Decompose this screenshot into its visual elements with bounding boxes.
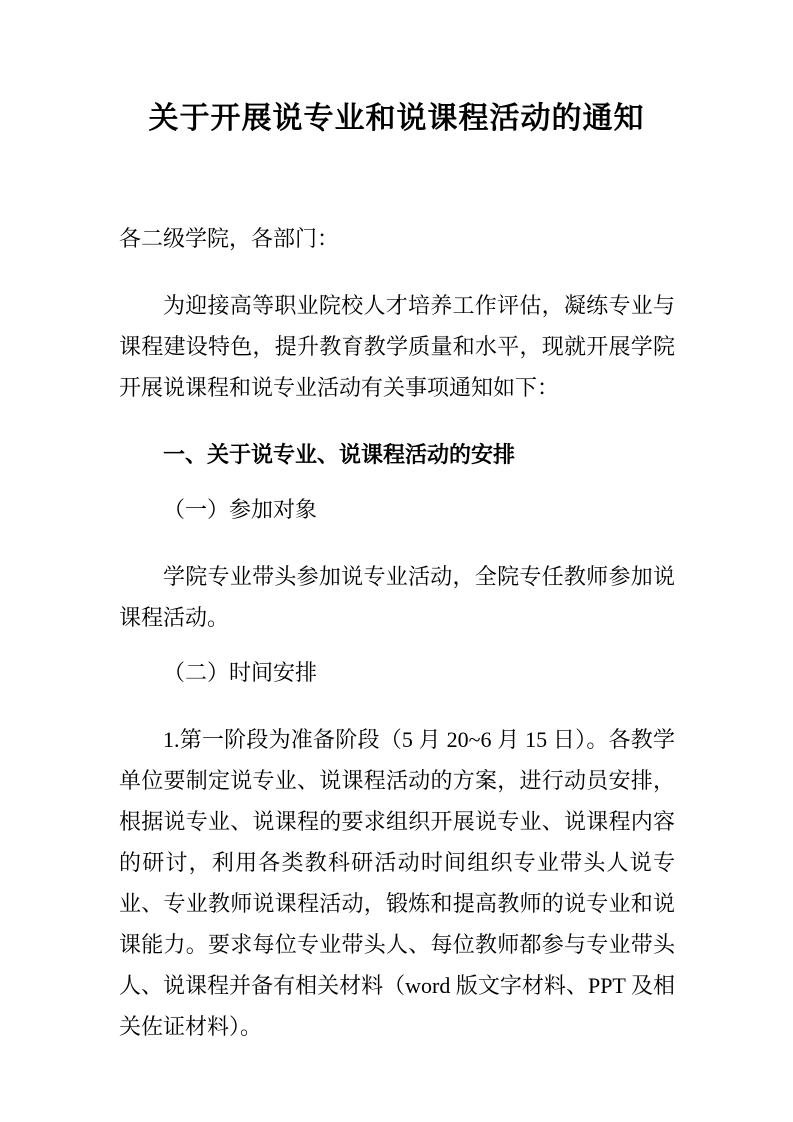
document-title: 关于开展说专业和说课程活动的通知 [148, 102, 645, 135]
salutation-line: 各二级学院，各部门： [119, 226, 340, 251]
body-paragraph: 为迎接高等职业院校人才培养工作评估，凝练专业与课程建设特色，提升教育教学质量和水平，现就开展学院开展说课程和说专业活动有关事项通知如下： [119, 293, 675, 400]
section-heading: 一、关于说专业、说课程活动的安排 [163, 442, 516, 467]
sub-heading: （一）参加对象 [163, 497, 318, 522]
document-body [119, 218, 675, 1047]
body-paragraph: 1.第一阶段为准备阶段（5 月 20~6 月 15 日）。各教学单位要制定说专业、说课程活动的方案，进行动员安排，根据说专业、说课程的要求组织开展说专业、说课程内容的研讨，利用各类教科研活动时间组织专业带头人说专业、专业教师说课程活动，锻炼和提高教师的说专业和说课能力。要求每位专业带头人、每位教师都参与专业带头人、说课程并备有相关材料（word 版文字材料、PPT 及相关佐证材料）。 [119, 727, 675, 1039]
body-paragraph: 学院专业带头参加说专业活动，全院专任教师参加说课程活动。 [119, 564, 675, 630]
sub-heading: （二）时间安排 [163, 660, 318, 685]
